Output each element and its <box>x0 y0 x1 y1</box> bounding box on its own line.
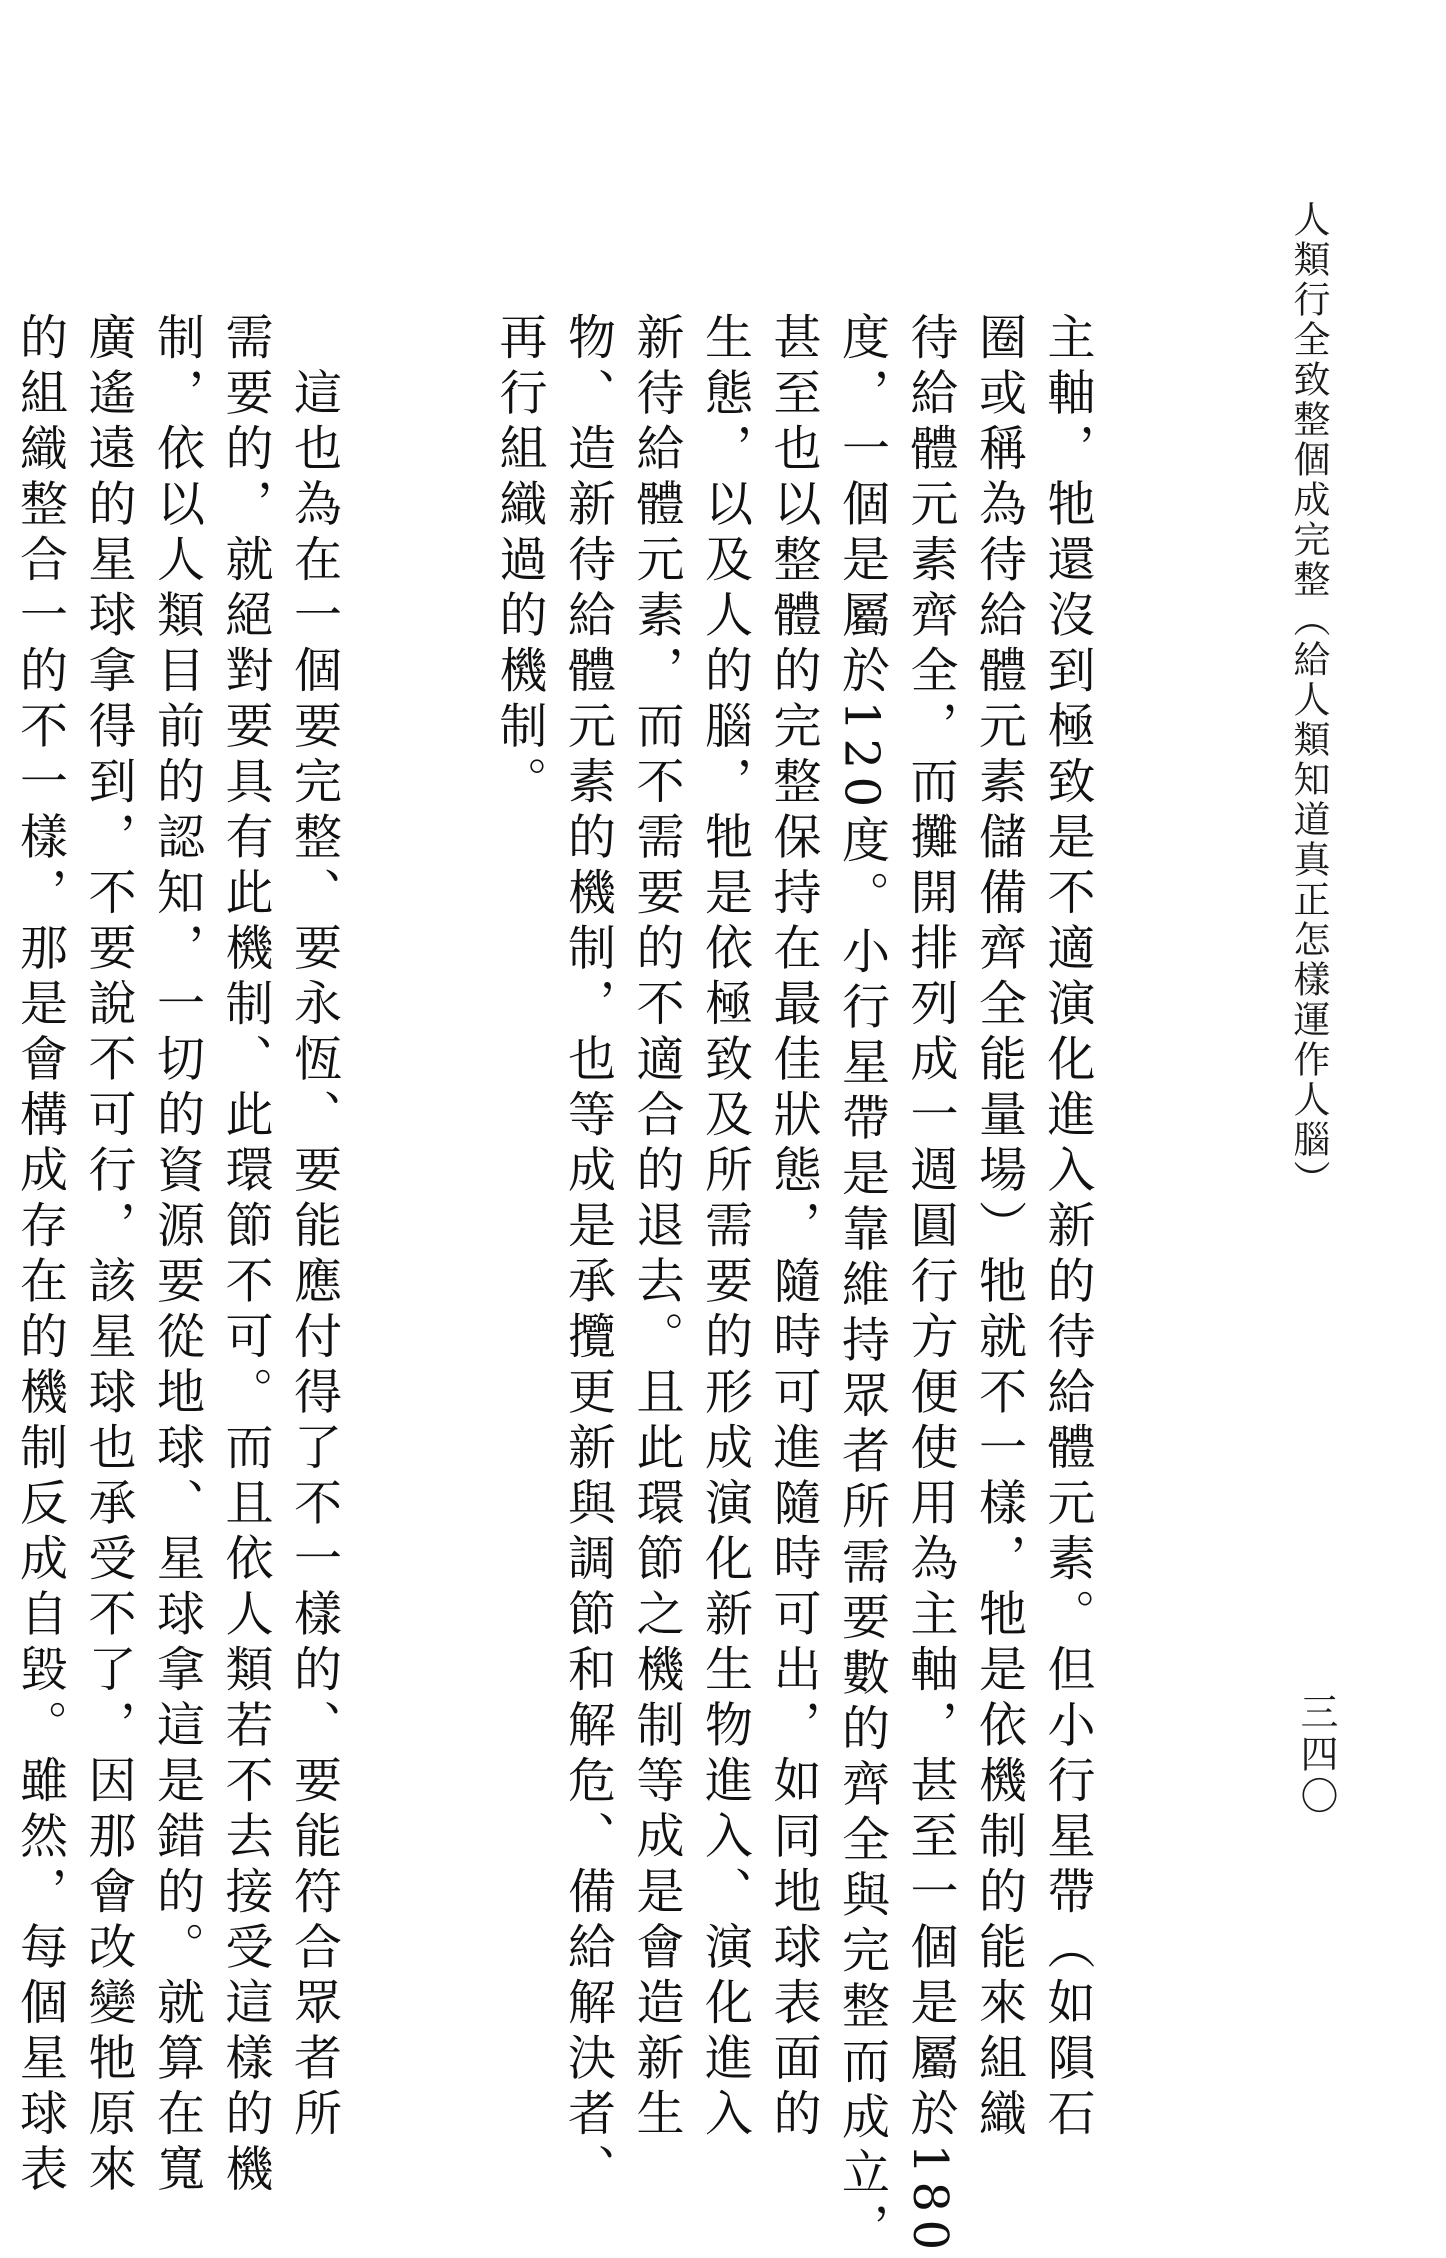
paragraph: 這也為在一個要完整、要永恆、要能應付得了不一樣的、要能符合眾者所 需要的，就絕對要具有此機制、此環節不可。而且依人類若不去接受這樣的機 制，依以人類目前的認知，一切的資源要從地球、星球拿這是錯的。就算在寬 廣遙遠的星球拿得到，不要說不可行，該星球也承受不了，因那會改變牠原來 的組織整合一的不一樣，那是會構成存在的機制反成自毀。雖然，每個星球表 <box>11 312 342 2199</box>
running-head: 人類行全致整個成完整︵給人類知道真正怎樣運作人腦︶ <box>1287 200 1330 1200</box>
page-number: 三四〇 <box>1294 1692 1338 1818</box>
body-text <box>0 312 1238 2258</box>
paragraph: 主軸，牠還沒到極致是不適演化進入新的待給體元素。但小行星帶︵如隕石 圈或稱為待給體元素儲備齊全能量場︶牠就不一樣，牠是依機制的能來組織 待給體元素齊全，而攤開排列成一週圓行方便使用為主軸，甚至一個是屬於180 度，一個是屬於120度。小行星帶是靠維持眾者所需要數的齊全與完整而成立， 甚至也以整體的完整保持在最佳狀態，隨時可進隨時可出，如同地球表面的 生態，以及人的腦，牠是依極致及所需要的形成演化新生物進入、演化進入 新待給體元素，而不需要的不適合的退去。且此環節之機制等成是會造新生 物、造新待給體元素的機制，也等成是承攬更新與調節和解危、備給解決者、 再行組織過的機制。 <box>491 312 1095 2258</box>
